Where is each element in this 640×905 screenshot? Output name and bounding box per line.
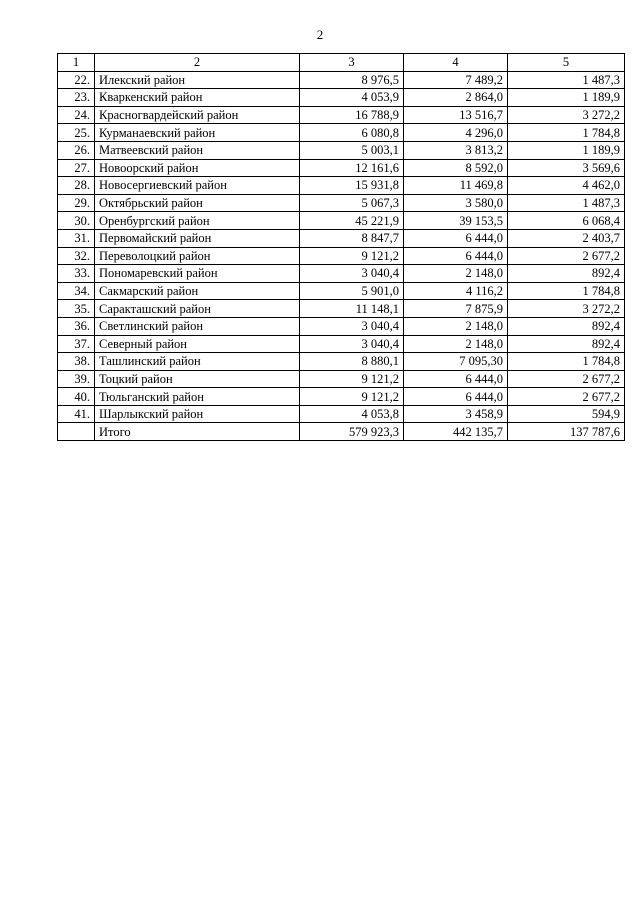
district-name-cell: Первомайский район <box>95 229 300 247</box>
column-5-value-cell: 892,4 <box>508 317 625 335</box>
district-name-cell: Илекский район <box>95 71 300 89</box>
column-4-value-cell: 3 813,2 <box>404 141 508 159</box>
district-name-cell: Итого <box>95 423 300 441</box>
district-name-cell: Курманаевский район <box>95 124 300 142</box>
column-4-value-cell: 7 875,9 <box>404 300 508 318</box>
page-number: 2 <box>316 27 324 42</box>
row-number-cell: 40. <box>58 388 95 406</box>
table-row <box>58 247 625 265</box>
column-5-value-cell: 1 189,9 <box>508 141 625 159</box>
row-number-cell: 24. <box>58 106 95 124</box>
total-row <box>58 423 625 441</box>
column-3-value-cell: 8 976,5 <box>300 71 404 89</box>
column-5-value-cell: 892,4 <box>508 335 625 353</box>
district-name-cell: Октябрьский район <box>95 194 300 212</box>
column-3-value-cell: 6 080,8 <box>300 124 404 142</box>
column-3-value-cell: 9 121,2 <box>300 370 404 388</box>
column-4-value-cell: 2 864,0 <box>404 89 508 107</box>
column-3-value-cell: 15 931,8 <box>300 177 404 195</box>
district-name-cell: Новоорский район <box>95 159 300 177</box>
column-4-value-cell: 2 148,0 <box>404 335 508 353</box>
district-name-cell: Светлинский район <box>95 317 300 335</box>
column-5-value-cell: 2 403,7 <box>508 229 625 247</box>
table-row <box>58 265 625 283</box>
column-4-value-cell: 4 296,0 <box>404 124 508 142</box>
column-5-value-cell: 2 677,2 <box>508 388 625 406</box>
table-row <box>58 370 625 388</box>
column-4-value-cell: 6 444,0 <box>404 229 508 247</box>
header-cell: 5 <box>508 54 625 72</box>
column-4-value-cell: 6 444,0 <box>404 247 508 265</box>
column-3-value-cell: 3 040,4 <box>300 317 404 335</box>
table-row <box>58 141 625 159</box>
table-row <box>58 388 625 406</box>
row-number-cell <box>58 423 95 441</box>
column-3-value-cell: 8 880,1 <box>300 353 404 371</box>
row-number-cell: 26. <box>58 141 95 159</box>
column-5-value-cell: 1 784,8 <box>508 353 625 371</box>
column-4-value-cell: 39 153,5 <box>404 212 508 230</box>
column-3-value-cell: 5 067,3 <box>300 194 404 212</box>
column-4-value-cell: 11 469,8 <box>404 177 508 195</box>
column-5-value-cell: 2 677,2 <box>508 370 625 388</box>
row-number-cell: 38. <box>58 353 95 371</box>
column-3-value-cell: 45 221,9 <box>300 212 404 230</box>
row-number-cell: 41. <box>58 405 95 423</box>
row-number-cell: 30. <box>58 212 95 230</box>
column-4-value-cell: 2 148,0 <box>404 317 508 335</box>
district-name-cell: Матвеевский район <box>95 141 300 159</box>
district-name-cell: Ташлинский район <box>95 353 300 371</box>
district-name-cell: Оренбургский район <box>95 212 300 230</box>
column-4-value-cell: 7 095,30 <box>404 353 508 371</box>
header-cell: 3 <box>300 54 404 72</box>
column-3-value-cell: 4 053,9 <box>300 89 404 107</box>
row-number-cell: 32. <box>58 247 95 265</box>
district-name-cell: Красногвардейский район <box>95 106 300 124</box>
column-5-value-cell: 137 787,6 <box>508 423 625 441</box>
district-name-cell: Новосергиевский район <box>95 177 300 195</box>
column-4-value-cell: 442 135,7 <box>404 423 508 441</box>
table-row <box>58 405 625 423</box>
column-5-value-cell: 1 487,3 <box>508 71 625 89</box>
row-number-cell: 28. <box>58 177 95 195</box>
table-row <box>58 124 625 142</box>
column-3-value-cell: 8 847,7 <box>300 229 404 247</box>
table-row <box>58 89 625 107</box>
table-row <box>58 71 625 89</box>
row-number-cell: 22. <box>58 71 95 89</box>
row-number-cell: 34. <box>58 282 95 300</box>
column-5-value-cell: 1 784,8 <box>508 124 625 142</box>
row-number-cell: 39. <box>58 370 95 388</box>
column-5-value-cell: 4 462,0 <box>508 177 625 195</box>
column-4-value-cell: 13 516,7 <box>404 106 508 124</box>
district-name-cell: Сакмарский район <box>95 282 300 300</box>
column-4-value-cell: 7 489,2 <box>404 71 508 89</box>
row-number-cell: 31. <box>58 229 95 247</box>
column-5-value-cell: 1 784,8 <box>508 282 625 300</box>
district-name-cell: Тоцкий район <box>95 370 300 388</box>
column-4-value-cell: 3 458,9 <box>404 405 508 423</box>
header-cell: 2 <box>95 54 300 72</box>
header-cell: 4 <box>404 54 508 72</box>
column-3-value-cell: 11 148,1 <box>300 300 404 318</box>
column-3-value-cell: 16 788,9 <box>300 106 404 124</box>
district-name-cell: Северный район <box>95 335 300 353</box>
row-number-cell: 36. <box>58 317 95 335</box>
table-row <box>58 317 625 335</box>
column-3-value-cell: 579 923,3 <box>300 423 404 441</box>
table-row <box>58 177 625 195</box>
column-3-value-cell: 5 901,0 <box>300 282 404 300</box>
row-number-cell: 37. <box>58 335 95 353</box>
column-3-value-cell: 5 003,1 <box>300 141 404 159</box>
column-5-value-cell: 1 487,3 <box>508 194 625 212</box>
table-row <box>58 159 625 177</box>
district-name-cell: Пономаревский район <box>95 265 300 283</box>
column-5-value-cell: 3 272,2 <box>508 300 625 318</box>
district-name-cell: Шарлыкский район <box>95 405 300 423</box>
column-5-value-cell: 3 569,6 <box>508 159 625 177</box>
table-row <box>58 194 625 212</box>
column-5-value-cell: 892,4 <box>508 265 625 283</box>
column-3-value-cell: 9 121,2 <box>300 247 404 265</box>
header-row <box>58 54 625 72</box>
district-name-cell: Кваркенский район <box>95 89 300 107</box>
table-row <box>58 106 625 124</box>
column-5-value-cell: 6 068,4 <box>508 212 625 230</box>
row-number-cell: 33. <box>58 265 95 283</box>
column-3-value-cell: 12 161,6 <box>300 159 404 177</box>
column-5-value-cell: 2 677,2 <box>508 247 625 265</box>
column-4-value-cell: 6 444,0 <box>404 370 508 388</box>
data-table <box>57 53 625 441</box>
column-4-value-cell: 4 116,2 <box>404 282 508 300</box>
column-3-value-cell: 9 121,2 <box>300 388 404 406</box>
header-cell: 1 <box>58 54 95 72</box>
row-number-cell: 29. <box>58 194 95 212</box>
column-4-value-cell: 3 580,0 <box>404 194 508 212</box>
district-name-cell: Переволоцкий район <box>95 247 300 265</box>
table-row <box>58 300 625 318</box>
column-3-value-cell: 4 053,8 <box>300 405 404 423</box>
table-row <box>58 335 625 353</box>
column-4-value-cell: 8 592,0 <box>404 159 508 177</box>
table-row <box>58 353 625 371</box>
column-4-value-cell: 6 444,0 <box>404 388 508 406</box>
district-name-cell: Тюльганский район <box>95 388 300 406</box>
district-name-cell: Саракташский район <box>95 300 300 318</box>
table-row <box>58 282 625 300</box>
column-5-value-cell: 594,9 <box>508 405 625 423</box>
table-row <box>58 229 625 247</box>
column-4-value-cell: 2 148,0 <box>404 265 508 283</box>
row-number-cell: 23. <box>58 89 95 107</box>
column-5-value-cell: 3 272,2 <box>508 106 625 124</box>
row-number-cell: 35. <box>58 300 95 318</box>
row-number-cell: 27. <box>58 159 95 177</box>
table-body <box>58 71 625 440</box>
column-3-value-cell: 3 040,4 <box>300 265 404 283</box>
column-3-value-cell: 3 040,4 <box>300 335 404 353</box>
column-5-value-cell: 1 189,9 <box>508 89 625 107</box>
table-row <box>58 212 625 230</box>
row-number-cell: 25. <box>58 124 95 142</box>
